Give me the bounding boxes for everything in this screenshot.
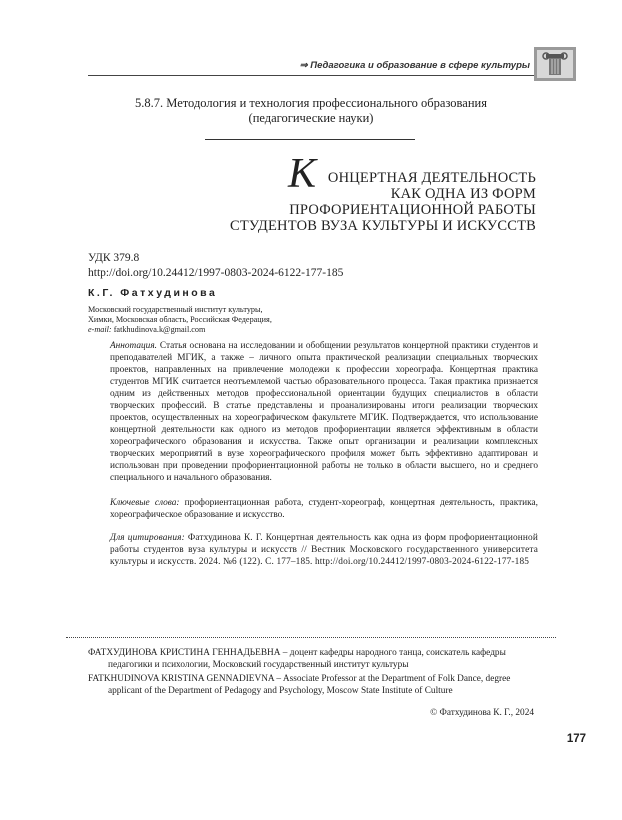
section-header bbox=[300, 60, 530, 71]
footnote-ru-line-2: педагогики и психологии, Московский государственный институт культуры bbox=[108, 660, 409, 670]
footnote-divider bbox=[66, 637, 556, 638]
keywords-text: профориентационная работа, студент-хореограф, концертная деятельность, практика, хореографическое образование и искусство. bbox=[110, 498, 538, 520]
section-title: Педагогика и образование в сфере культуры bbox=[310, 60, 530, 71]
abstract-label: Аннотация. bbox=[110, 341, 157, 351]
email-value[interactable]: fatkhudinova.k@gmail.com bbox=[113, 325, 206, 334]
citation-text: Фатхудинова К. Г. Концертная деятельность как одна из форм профориентационной работы студентов вуза культуры и искусств // Вестник Московского государственного университета культуры и искусств. 2024. №6 (122). С. 177–185. http://doi.org/10.24412/1997-0803-2024-6122-177-185 bbox=[110, 533, 538, 567]
separator bbox=[205, 139, 415, 140]
page-number: 177 bbox=[566, 733, 586, 745]
abstract bbox=[110, 340, 538, 484]
title-initial: К bbox=[288, 151, 317, 197]
copyright: © Фатхудинова К. Г., 2024 bbox=[430, 708, 534, 718]
udk: УДК 379.8 bbox=[88, 252, 140, 264]
footnote-ru bbox=[88, 647, 538, 671]
specialty-field: (педагогические науки) bbox=[248, 111, 374, 125]
arrow-icon: ⇒ bbox=[299, 60, 308, 71]
citation-label: Для цитирования: bbox=[110, 533, 185, 543]
footnote-en-line-1: FATKHUDINOVA KRISTINA GENNADIEVNA – Associate Professor at the Department of Folk Dance, degree bbox=[88, 674, 511, 684]
footnote-ru-line-1: ФАТХУДИНОВА КРИСТИНА ГЕННАДЬЕВНА – доцент кафедры народного танца, соискатель кафедры bbox=[88, 648, 506, 658]
title-line-3: ПРОФОРИЕНТАЦИОННОЙ РАБОТЫ bbox=[289, 202, 536, 218]
affiliation-line-2: Химки, Московская область, Российская Федерация, bbox=[88, 315, 272, 324]
column-logo-icon bbox=[534, 47, 576, 81]
article-title bbox=[200, 151, 536, 234]
author-name: К.Г. Фатхудинова bbox=[88, 287, 218, 299]
doi-link[interactable]: http://doi.org/10.24412/1997-0803-2024-6122-177-185 bbox=[88, 267, 344, 279]
footnote-en-line-2: applicant of the Department of Pedagogy and Psychology, Moscow State Institute of Culture bbox=[108, 686, 453, 696]
specialty-code: 5.8.7. Методология и технология профессионального образования bbox=[135, 96, 487, 110]
header-rule bbox=[88, 75, 576, 76]
title-line-4: СТУДЕНТОВ ВУЗА КУЛЬТУРЫ И ИСКУССТВ bbox=[229, 218, 536, 234]
email-label: e-mail: bbox=[88, 325, 112, 334]
author-email bbox=[88, 325, 205, 334]
affiliation-line-1: Московский государственный институт культуры, bbox=[88, 305, 263, 314]
keywords-label: Ключевые слова: bbox=[110, 498, 180, 508]
citation bbox=[110, 532, 538, 568]
keywords bbox=[110, 497, 538, 521]
title-line-1: ОНЦЕРТНАЯ ДЕЯТЕЛЬНОСТЬ bbox=[327, 170, 536, 186]
title-line-2: КАК ОДНА ИЗ ФОРМ bbox=[390, 186, 536, 202]
abstract-text: Статья основана на исследовании и обобщении результатов концертной практики студентов и преподавателей МГИК, а также – личного опыта практической реализации специальных творческих проектов, направленных на привлечение молодежи к профессии хореографа. Концертная практика студентов МГИК считается неотъемлемой частью образовательного процесса. Такая практика признается одним из действенных методов профессиональной ориентации будущих специалистов в области творческих профессий. В статье представлены и проанализированы итоги реализации творческих проектов, осуществленных на хореографическом факультете МГИК. Подтверждается, что использование концертной деятельности как одного из методов профориентации является эффективным в области хореографического образования и искусства. Также опыт организации и реализации комплексных творческих мероприятий в вузе хореографического профиля может быть эффективно адаптирован и использован при проведении профориентационной работы не только в области высшего, но и среднего специального и начального образования. bbox=[110, 341, 539, 483]
footnote-en bbox=[88, 673, 538, 697]
